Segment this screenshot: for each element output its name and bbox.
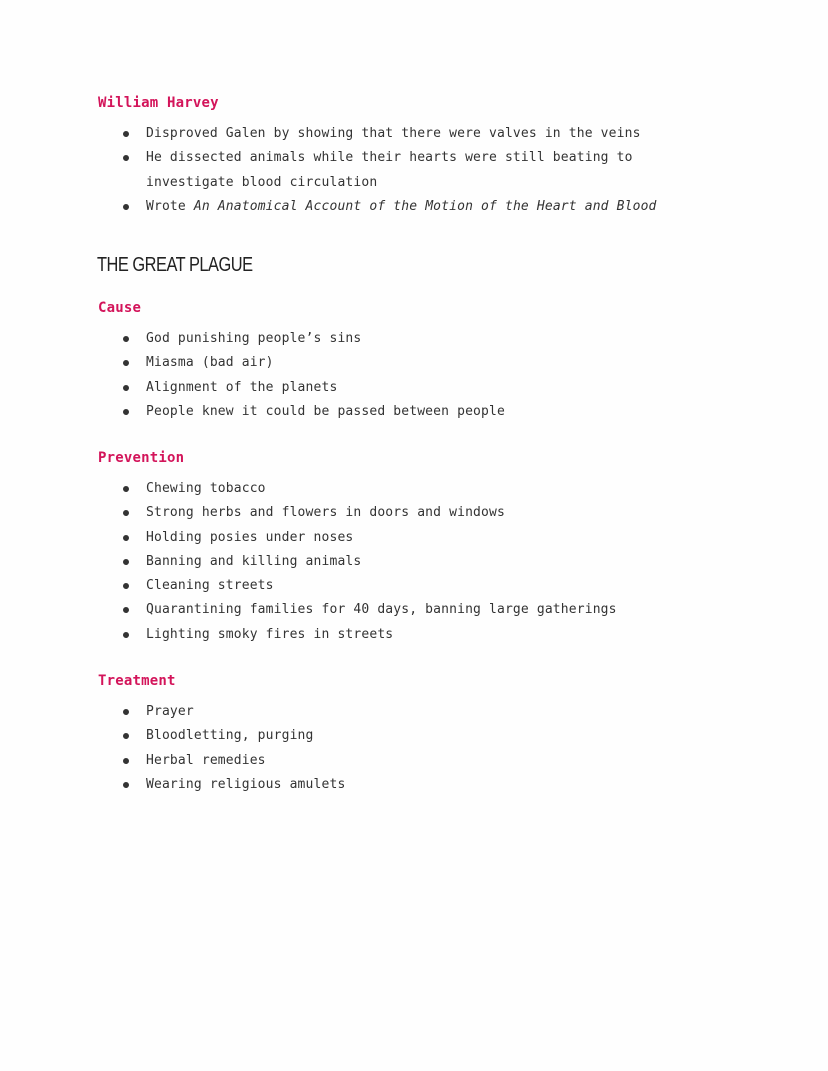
list-item: Wearing religious amulets: [0, 773, 828, 797]
bullet-icon: [123, 486, 129, 492]
bullet-icon: [123, 782, 129, 788]
bullet-icon: [123, 709, 129, 715]
list-item: Chewing tobacco: [0, 477, 828, 501]
bullet-icon: [123, 733, 129, 739]
list-item: He dissected animals while their hearts were still beating to investigate blood circulation: [0, 146, 828, 195]
cause-list: [0, 327, 828, 424]
bullet-icon: [123, 758, 129, 764]
list-item: Disproved Galen by showing that there were valves in the veins: [0, 122, 828, 146]
list-item: Holding posies under noses: [0, 526, 828, 550]
list-item: Alignment of the planets: [0, 376, 828, 400]
prevention-heading: Prevention: [98, 450, 185, 466]
list-item: Miasma (bad air): [0, 351, 828, 375]
bullet-icon: [123, 409, 129, 415]
list-item: People knew it could be passed between people: [0, 400, 828, 424]
list-item: Wrote An Anatomical Account of the Motion of the Heart and Blood: [0, 195, 828, 219]
list-item: Bloodletting, purging: [0, 724, 828, 748]
cause-heading: Cause: [98, 300, 142, 316]
list-item: Quarantining families for 40 days, banning large gatherings: [0, 598, 828, 622]
list-item: Strong herbs and flowers in doors and windows: [0, 501, 828, 525]
list-item: Lighting smoky fires in streets: [0, 623, 828, 647]
list-item: Cleaning streets: [0, 574, 828, 598]
prevention-list: [0, 477, 828, 647]
book-title: An Anatomical Account of the Motion of the Heart and Blood: [193, 198, 657, 214]
list-item: Prayer: [0, 700, 828, 724]
great-plague-heading: THE GREAT PLAGUE: [97, 254, 253, 276]
william-harvey-heading: William Harvey: [98, 95, 219, 111]
bullet-icon: [123, 155, 129, 161]
treatment-list: [0, 700, 828, 797]
list-item: Herbal remedies: [0, 749, 828, 773]
bullet-icon: [123, 559, 129, 565]
bullet-icon: [123, 204, 129, 210]
bullet-icon: [123, 336, 129, 342]
list-item: Banning and killing animals: [0, 550, 828, 574]
treatment-heading: Treatment: [98, 673, 176, 689]
bullet-icon: [123, 510, 129, 516]
bullet-icon: [123, 607, 129, 613]
bullet-icon: [123, 385, 129, 391]
list-item: God punishing people’s sins: [0, 327, 828, 351]
william-harvey-list: [0, 122, 828, 219]
bullet-icon: [123, 131, 129, 137]
bullet-icon: [123, 632, 129, 638]
bullet-icon: [123, 583, 129, 589]
bullet-icon: [123, 535, 129, 541]
bullet-icon: [123, 360, 129, 366]
